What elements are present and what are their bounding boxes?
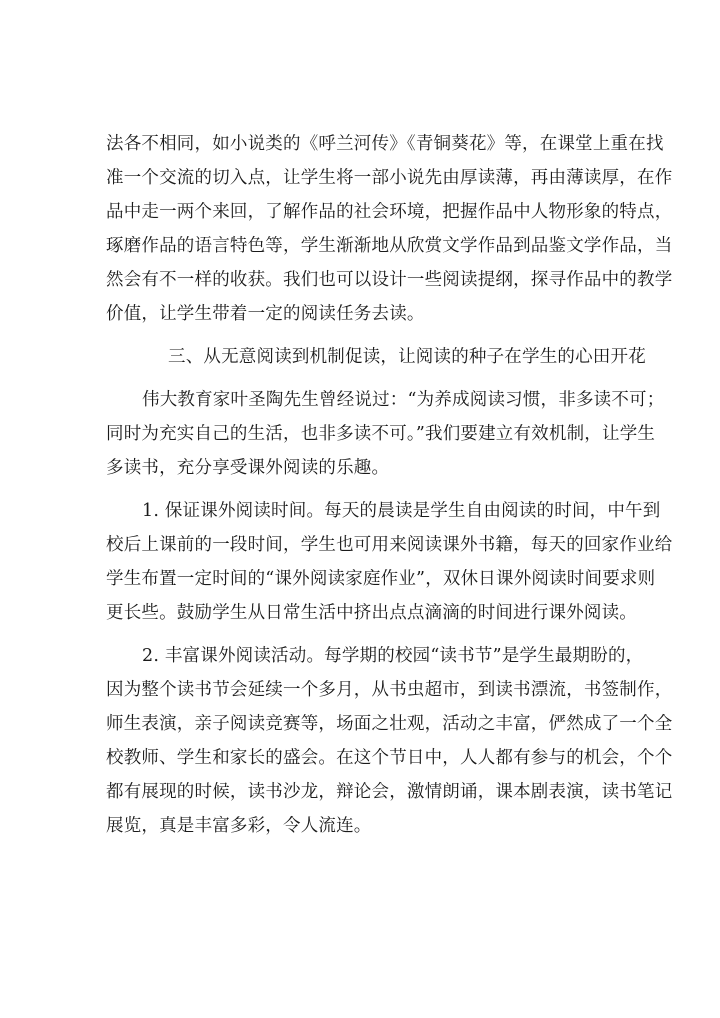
text-line: 2. 丰富课外阅读活动。每学期的校园“读书节”是学生最期盼的，	[142, 646, 644, 666]
text-line: 价值，让学生带着一定的阅读任务去读。	[106, 304, 425, 324]
text-line: 琢磨作品的语言特色等，学生渐渐地从欣赏文学作品到品鉴文学作品，当	[106, 236, 673, 256]
text-line: 然会有不一样的收获。我们也可以设计一些阅读提纲，探寻作品中的教学	[106, 270, 673, 290]
text-line: 1. 保证课外阅读时间。每天的晨读是学生自由阅读的时间，中午到	[142, 501, 661, 521]
paragraph-reading-time	[106, 494, 673, 630]
text-line: 因为整个读书节会延续一个多月，从书虫超市，到读书漂流，书签制作，	[106, 680, 673, 700]
section-heading-3	[106, 340, 646, 374]
text-line: 多读书，充分享受课外阅读的乐趣。	[106, 458, 390, 478]
paragraph-ye-shengtao-quote	[106, 383, 665, 485]
text-line: 师生表演，亲子阅读竞赛等，场面之壮观，活动之丰富，俨然成了一个全	[106, 714, 673, 734]
text-line: 学生布置一定时间的“课外阅读家庭作业”，双休日课外阅读时间要求则	[106, 569, 656, 589]
paragraph-reading-activities	[106, 639, 673, 843]
body-text	[106, 127, 673, 843]
heading-line: 三、从无意阅读到机制促读，让阅读的种子在学生的心田开花	[168, 347, 646, 367]
paragraph-reading-methods	[106, 127, 673, 331]
text-line: 准一个交流的切入点，让学生将一部小说先由厚读薄，再由薄读厚，在作	[106, 168, 673, 188]
text-line: 都有展现的时候，读书沙龙，辩论会，激情朗诵，课本剧表演，读书笔记	[106, 782, 673, 802]
text-line: 同时为充实自己的生活，也非多读不可。”我们要建立有效机制，让学生	[106, 424, 656, 444]
text-line: 伟大教育家叶圣陶先生曾经说过：“为养成阅读习惯，非多读不可；	[142, 390, 665, 410]
text-line: 品中走一两个来回，了解作品的社会环境，把握作品中人物形象的特点，	[106, 202, 673, 222]
text-line: 法各不相同，如小说类的《呼兰河传》《青铜葵花》等，在课堂上重在找	[106, 134, 664, 154]
text-line: 校后上课前的一段时间，学生也可用来阅读课外书籍，每天的回家作业给	[106, 535, 673, 555]
text-line: 展览，真是丰富多彩，令人流连。	[106, 816, 372, 836]
text-line: 更长些。鼓励学生从日常生活中挤出点点滴滴的时间进行课外阅读。	[106, 603, 637, 623]
text-line: 校教师、学生和家长的盛会。在这个节日中，人人都有参与的机会，个个	[106, 748, 673, 768]
